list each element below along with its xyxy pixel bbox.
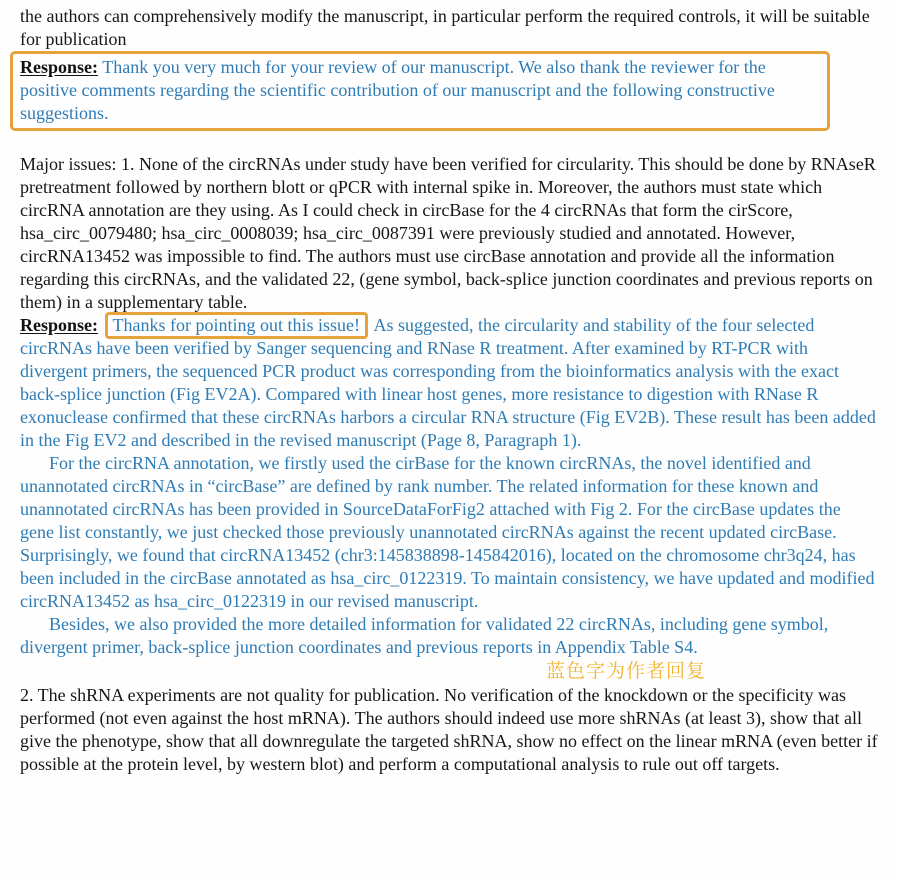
reviewer-comment-intro: the authors can comprehensively modify the manuscript, in particular perform the required controls, it will be suitable for publication — [20, 6, 870, 49]
reviewer-comment-major-issue-2: 2. The shRNA experiments are not quality for publication. No verification of the knockdown or the specificity was performed (not even against the host mRNA). The authors should indeed use more shRNAs (at least 3), show that all give the phenotype, show that all downregulate the targeted shRNA, show no effect on the linear mRNA (even better if possible at the protein level, by western blot) and perform a computational analysis to rule out off targets. — [20, 685, 878, 774]
author-response-2 — [20, 314, 878, 452]
annotation-note: 蓝色字为作者回复 — [546, 660, 707, 682]
author-response-1 — [20, 56, 820, 125]
response-2-highlighted-phrase-box: Thanks for pointing out this issue! — [105, 312, 368, 339]
author-response-1-text: Thank you very much for your review of our manuscript. We also thank the reviewer for the positive comments regarding the scientific contribution of our manuscript and the following constructive suggestions. — [20, 57, 775, 123]
response-2-label: Response: — [20, 315, 99, 335]
author-response-1-highlight-box — [10, 51, 830, 131]
response-1-label: Response: — [20, 57, 99, 77]
author-response-2-paragraph-2: For the circRNA annotation, we firstly used the cirBase for the known circRNAs, the novel identified and unannotated circRNAs in “circBase” are defined by rank number. The related information for these known and unannotated circRNAs has been provided in SourceDataForFig2 attached with Fig 2. For the circBase updates the gene list constantly, we just checked those previously unannotated circRNAs against the recent updated circBase. Surprisingly, we found that circRNA13452 (chr3:145838898-145842016), located on the chromosome chr3q24, has been included in the circBase annotated as hsa_circ_0122319. To maintain consistency, we have updated and modified circRNA13452 as hsa_circ_0122319 in our revised manuscript. — [20, 453, 875, 611]
reviewer-comment-major-issue-1: Major issues: 1. None of the circRNAs under study have been verified for circularity. This should be done by RNAseR pretreatment followed by northern blott or qPCR with internal spike in. Moreover, the authors must state which circRNA annotation are they using. As I could check in circBase for the 4 circRNAs that form the cirScore, hsa_circ_0079480; hsa_circ_0008039; hsa_circ_0087391 were previously studied and annotated. However, circRNA13452 was impossible to find. The authors must use circBase annotation and provide all the information regarding this circRNAs, and the validated 22, (gene symbol, back-splice junction coordinates and previous reports on them) in a supplementary table. — [20, 154, 876, 312]
author-response-2-paragraph-3: Besides, we also provided the more detailed information for validated 22 circRNAs, including gene symbol, divergent primer, back-splice junction coordinates and previous reports in Appendix Table S4. — [20, 614, 829, 657]
author-response-2-text: As suggested, the circularity and stability of the four selected circRNAs have been verified by Sanger sequencing and RNase R treatment. After examined by RT-PCR with divergent primers, the sequenced PCR product was corresponding from the bioinformatics analysis with the exact back-splice junction (Fig EV2A). Compared with linear host genes, more resistance to digestion with RNase R exonuclease confirmed that these circRNAs harbors a circular RNA structure (Fig EV2B). These result has been added in the Fig EV2 and described in the revised manuscript (Page 8, Paragraph 1). — [20, 315, 876, 450]
